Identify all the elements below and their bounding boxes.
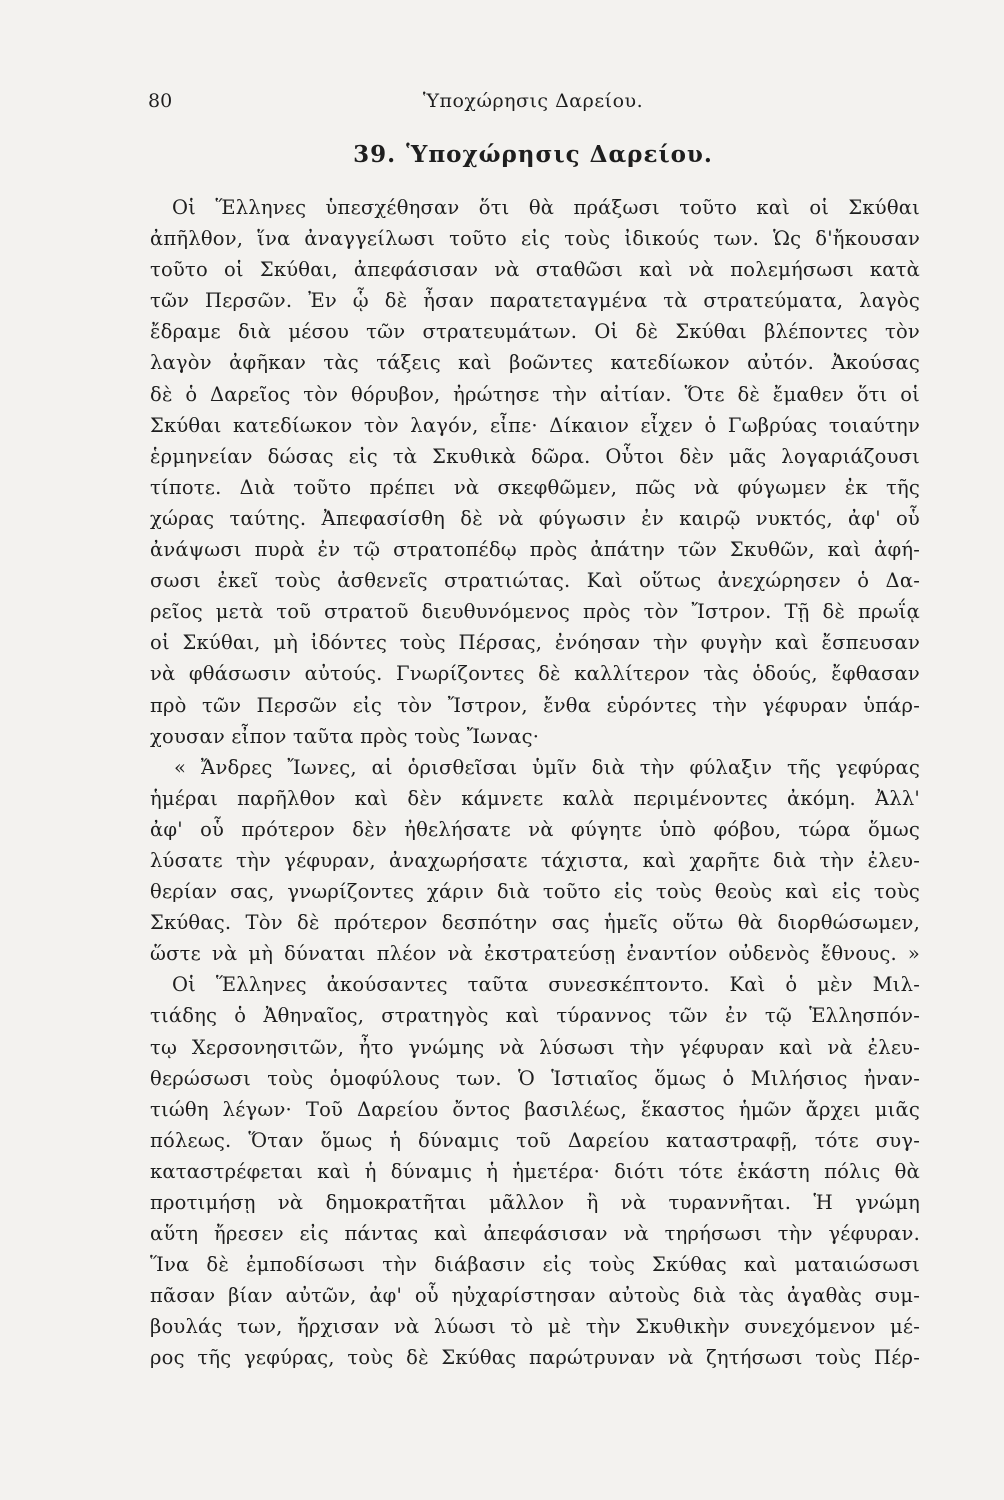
text-line: ὥστε νὰ μὴ δύναται πλέον νὰ ἐκστρατεύσῃ ἐναντίον οὐδενὸς ἔθνους. »	[150, 942, 920, 966]
running-title: Ὑποχώρησις Δαρείου.	[422, 90, 644, 112]
text-line: θερώσωσι τοὺς ὁμοφύλους των. Ὁ Ἱστιαῖος ὅμως ὁ Μιλήσιος ἠναν-	[150, 1066, 920, 1090]
text-line: λύσατε τὴν γέφυραν, ἀναχωρήσατε τάχιστα, καὶ χαρῆτε διὰ τὴν ἐλευ-	[150, 848, 920, 872]
text-line: σωσι ἐκεῖ τοὺς ἀσθενεῖς στρατιώτας. Καὶ οὕτως ἀνεχώρησεν ὁ Δα-	[150, 569, 920, 593]
text-line: προτιμήσῃ νὰ δημοκρατῆται μᾶλλον ἢ νὰ τυραννῆται. Ἡ γνώμη	[150, 1191, 920, 1214]
text-line: Σκύθαι κατεδίωκον τὸν λαγόν, εἶπε· Δίκαιον εἶχεν ὁ Γωβρύας τοιαύτην	[150, 413, 920, 437]
text-line: ἡμέραι παρῆλθον καὶ δὲν κάμνετε καλὰ περιμένοντες ἀκόμη. Ἀλλ'	[150, 786, 920, 810]
chapter-number: 39.	[353, 141, 397, 168]
text-line: τίποτε. Διὰ τοῦτο πρέπει νὰ σκεφθῶμεν, πῶς νὰ φύγωμεν ἐκ τῆς	[150, 475, 920, 499]
text-line: δὲ ὁ Δαρεῖος τὸν θόρυβον, ἠρώτησε τὴν αἰτίαν. Ὅτε δὲ ἔμαθεν ὅτι οἱ	[150, 382, 920, 406]
text-line: ρος τῆς γεφύρας, τοὺς δὲ Σκύθας παρώτρυναν νὰ ζητήσωσι τοὺς Πέρ-	[150, 1346, 920, 1370]
text-line: βουλάς των, ἤρχισαν νὰ λύωσι τὸ μὲ τὴν Σκυθικὴν συνεχόμενον μέ-	[150, 1315, 920, 1339]
text-line: τοῦτο οἱ Σκύθαι, ἀπεφάσισαν νὰ σταθῶσι καὶ νὰ πολεμήσωσι κατὰ	[150, 258, 920, 282]
chapter-title: Ὑποχώρησις Δαρείου.	[406, 141, 713, 168]
text-line: αὕτη ἤρεσεν εἰς πάντας καὶ ἀπεφάσισαν νὰ τηρήσωσι τὴν γέφυραν.	[150, 1222, 920, 1246]
text-line: χουσαν εἶπον ταῦτα πρὸς τοὺς Ἴωνας·	[150, 724, 540, 748]
text-line: ἀφ' οὗ πρότερον δὲν ἠθελήσατε νὰ φύγητε ὑπὸ φόβου, τώρα ὅμως	[150, 817, 920, 841]
text-line: Οἱ Ἕλληνες ἀκούσαντες ταῦτα συνεσκέπτοντο. Καὶ ὁ μὲν Μιλ-	[172, 973, 920, 997]
text-line: πόλεως. Ὅταν ὅμως ἡ δύναμις τοῦ Δαρείου καταστραφῇ, τότε συγ-	[150, 1128, 920, 1152]
text-line: νὰ φθάσωσιν αὐτούς. Γνωρίζοντες δὲ καλλίτερον τὰς ὁδούς, ἔφθασαν	[150, 662, 920, 686]
text-line: ἀπῆλθον, ἵνα ἀναγγείλωσι τοῦτο εἰς τοὺς ἰδικούς των. Ὡς δ'ἤκουσαν	[150, 227, 920, 251]
running-head	[148, 86, 918, 116]
text-line: Οἱ Ἕλληνες ὑπεσχέθησαν ὅτι θὰ πράξωσι τοῦτο καὶ οἱ Σκύθαι	[172, 196, 920, 219]
text-line: Σκύθας. Τὸν δὲ πρότερον δεσπότην σας ἡμεῖς οὕτω θὰ διορθώσωμεν,	[150, 911, 920, 935]
page-number: 80	[148, 90, 173, 112]
chapter-heading	[148, 138, 918, 172]
text-line: πᾶσαν βίαν αὐτῶν, ἀφ' οὗ ηὐχαρίστησαν αὐτοὺς διὰ τὰς ἀγαθὰς συμ-	[150, 1284, 920, 1308]
text-line: τῳ Χερσονησιτῶν, ἦτο γνώμης νὰ λύσωσι τὴν γέφυραν καὶ νὰ ἐλευ-	[150, 1035, 920, 1059]
text-line: τῶν Περσῶν. Ἐν ᾧ δὲ ἦσαν παρατεταγμένα τὰ στρατεύματα, λαγὸς	[150, 289, 920, 313]
text-line: ρεῖος μετὰ τοῦ στρατοῦ διευθυνόμενος πρὸς τὸν Ἴστρον. Τῇ δὲ πρωΐᾳ	[150, 600, 920, 624]
text-line: τιάδης ὁ Ἀθηναῖος, στρατηγὸς καὶ τύραννος τῶν ἐν τῷ Ἑλλησπόν-	[150, 1004, 920, 1028]
text-line: Ἵνα δὲ ἐμποδίσωσι τὴν διάβασιν εἰς τοὺς Σκύθας καὶ ματαιώσωσι	[150, 1253, 920, 1277]
text-line: « Ἄνδρες Ἴωνες, αἱ ὁρισθεῖσαι ὑμῖν διὰ τὴν φύλαξιν τῆς γεφύρας	[174, 755, 920, 779]
text-line: χώρας ταύτης. Ἀπεφασίσθη δὲ νὰ φύγωσιν ἐν καιρῷ νυκτός, ἀφ' οὗ	[150, 506, 920, 530]
text-line: πρὸ τῶν Περσῶν εἰς τὸν Ἴστρον, ἔνθα εὑρόντες τὴν γέφυραν ὑπάρ-	[150, 693, 920, 717]
text-line: καταστρέφεται καὶ ἡ δύναμις ἡ ἡμετέρα· διότι τότε ἑκάστη πόλις θὰ	[150, 1159, 920, 1183]
text-line: ἔδραμε διὰ μέσου τῶν στρατευμάτων. Οἱ δὲ Σκύθαι βλέποντες τὸν	[150, 320, 920, 344]
body-text	[150, 192, 920, 1374]
text-line: ἑρμηνείαν δώσας εἰς τὰ Σκυθικὰ δῶρα. Οὗτοι δὲν μᾶς λογαριάζουσι	[150, 444, 920, 468]
text-line: λαγὸν ἀφῆκαν τὰς τάξεις καὶ βοῶντες κατεδίωκον αὐτόν. Ἀκούσας	[150, 351, 920, 375]
text-line: οἱ Σκύθαι, μὴ ἰδόντες τοὺς Πέρσας, ἐνόησαν τὴν φυγὴν καὶ ἔσπευσαν	[150, 631, 920, 655]
text-line: θερίαν σας, γνωρίζοντες χάριν διὰ τοῦτο εἰς τοὺς θεοὺς καὶ εἰς τοὺς	[150, 880, 920, 904]
text-line: ἀνάψωσι πυρὰ ἐν τῷ στρατοπέδῳ πρὸς ἀπάτην τῶν Σκυθῶν, καὶ ἀφή-	[150, 538, 920, 562]
text-line: τιώθη λέγων· Τοῦ Δαρείου ὄντος βασιλέως, ἕκαστος ἡμῶν ἄρχει μιᾶς	[150, 1097, 920, 1121]
